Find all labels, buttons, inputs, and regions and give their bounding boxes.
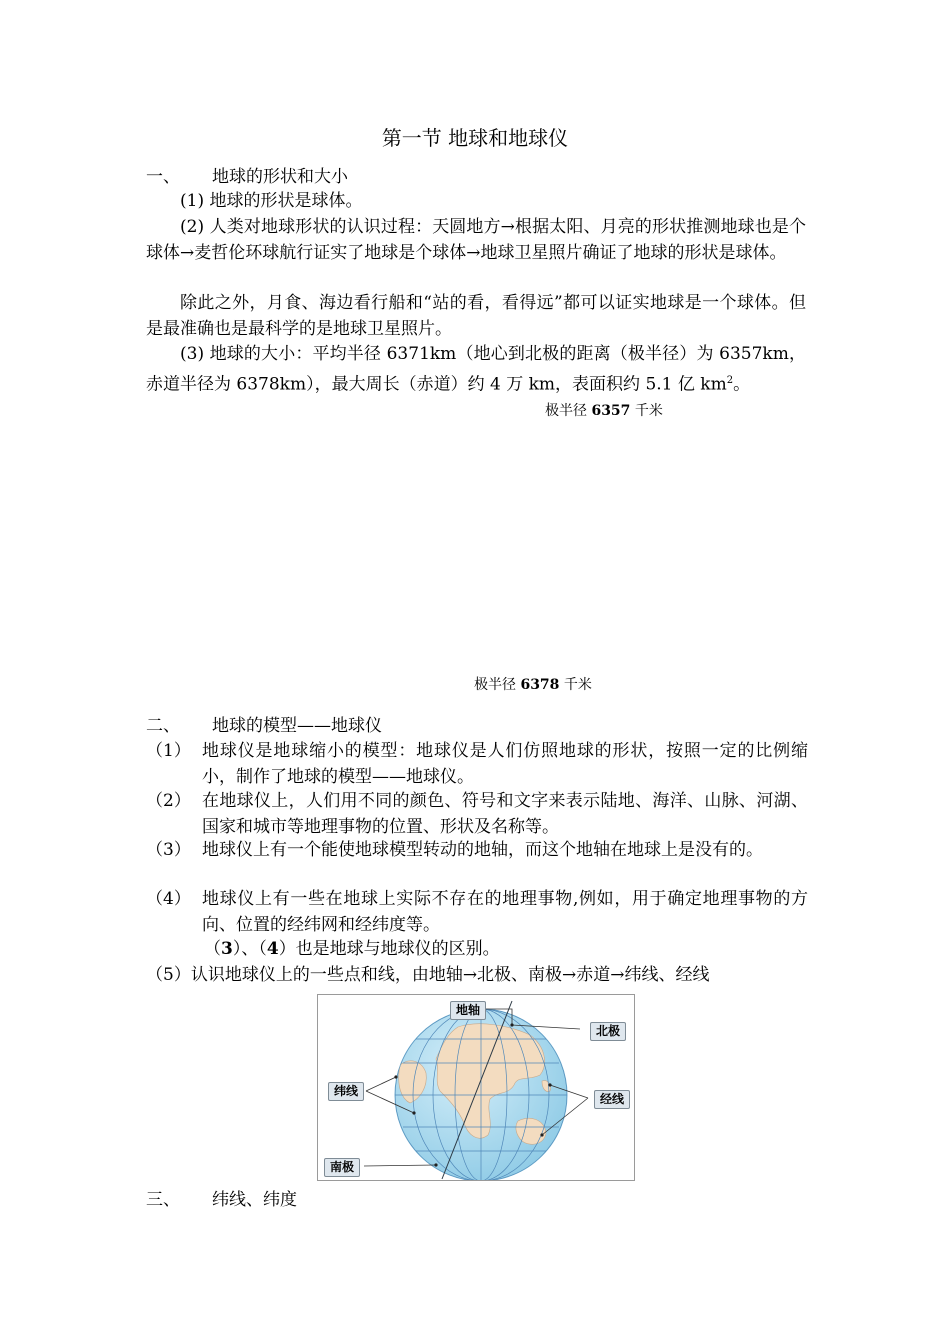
paragraph-size xyxy=(146,342,806,398)
section-3-heading: 纬线、纬度 xyxy=(212,1190,297,1210)
list-item-5: （5）认识地球仪上的一些点和线，由地轴→北极、南极→赤道→纬线、经线 xyxy=(146,965,710,985)
caption-unit: 千米 xyxy=(630,403,663,419)
equatorial-radius-caption xyxy=(474,674,592,694)
list-item xyxy=(146,739,808,790)
section-3-number: 三、 xyxy=(146,1190,180,1210)
list-item xyxy=(146,789,808,840)
caption-value: 6357 xyxy=(591,403,631,419)
page-title: 第一节 地球和地球仪 xyxy=(381,126,569,150)
note-number: 3 xyxy=(221,939,233,959)
list-item-text: 地球仪上有一些在地球上实际不存在的地理事物,例如，用于确定地理事物的方向、位置的经纬网和经纬度等。 xyxy=(202,889,808,935)
note-number: 4 xyxy=(266,939,279,959)
paragraph-cognition: (2) 人类对地球形状的认识过程：天圆地方→根据太阳、月亮的形状推测地球也是个球体→麦哲伦环球航行证实了地球是个球体→地球卫星照片确证了地球的形状是球体。 xyxy=(146,217,806,263)
size-superscript: 2 xyxy=(726,374,734,386)
list-item xyxy=(146,838,808,864)
label-north-pole: 北极 xyxy=(590,1022,626,1041)
label-south-pole: 南极 xyxy=(324,1158,360,1177)
section-2-heading: 地球的模型——地球仪 xyxy=(212,716,382,736)
list-item-text: 地球仪上有一个能使地球模型转动的地轴，而这个地轴在地球上是没有的。 xyxy=(202,840,763,860)
list-item-text: 地球仪是地球缩小的模型：地球仪是人们仿照地球的形状，按照一定的比例缩小，制作了地球的模型——地球仪。 xyxy=(202,741,808,787)
caption-unit: 千米 xyxy=(559,677,592,693)
note-part: ）、（ xyxy=(232,939,267,959)
size-text: (3) 地球的大小：平均半径 6371km（地心到北极的距离（极半径）为 6357km，赤道半径为 6378km），最大周长（赤道）约 4 万 km，表面积约 5.1 亿 km xyxy=(146,344,806,395)
section-2-number: 二、 xyxy=(146,716,180,736)
list-item xyxy=(146,887,808,938)
difference-note xyxy=(204,936,500,962)
polar-radius-caption xyxy=(545,400,663,420)
caption-value: 6378 xyxy=(520,677,560,693)
globe-figure xyxy=(317,994,635,1181)
caption-text: 极半径 xyxy=(474,677,521,693)
size-text-end: 。 xyxy=(733,374,751,395)
note-part: （ xyxy=(204,939,221,959)
list-item-number: （3） xyxy=(146,840,191,860)
label-earth-axis: 地轴 xyxy=(450,1001,486,1020)
list-item-text: 在地球仪上，人们用不同的颜色、符号和文字来表示陆地、海洋、山脉、河湖、国家和城市等地理事物的位置、形状及名称等。 xyxy=(202,791,808,837)
list-item-number: （4） xyxy=(146,889,191,909)
section-1-heading: 地球的形状和大小 xyxy=(212,167,348,187)
section-1-number: 一、 xyxy=(146,167,180,187)
globe-illustration xyxy=(318,995,634,1180)
label-latitude: 纬线 xyxy=(328,1082,364,1101)
list-item-number: （2） xyxy=(146,791,191,811)
label-longitude: 经线 xyxy=(594,1090,630,1109)
caption-text: 极半径 xyxy=(545,403,592,419)
list-item-number: （1） xyxy=(146,741,191,761)
paragraph-shape: (1) 地球的形状是球体。 xyxy=(180,191,363,211)
paragraph-evidence: 除此之外，月食、海边看行船和“站的看，看得远”都可以证实地球是一个球体。但是最准确也是最科学的是地球卫星照片。 xyxy=(146,293,806,339)
note-part: ）也是地球与地球仪的区别。 xyxy=(278,939,500,959)
